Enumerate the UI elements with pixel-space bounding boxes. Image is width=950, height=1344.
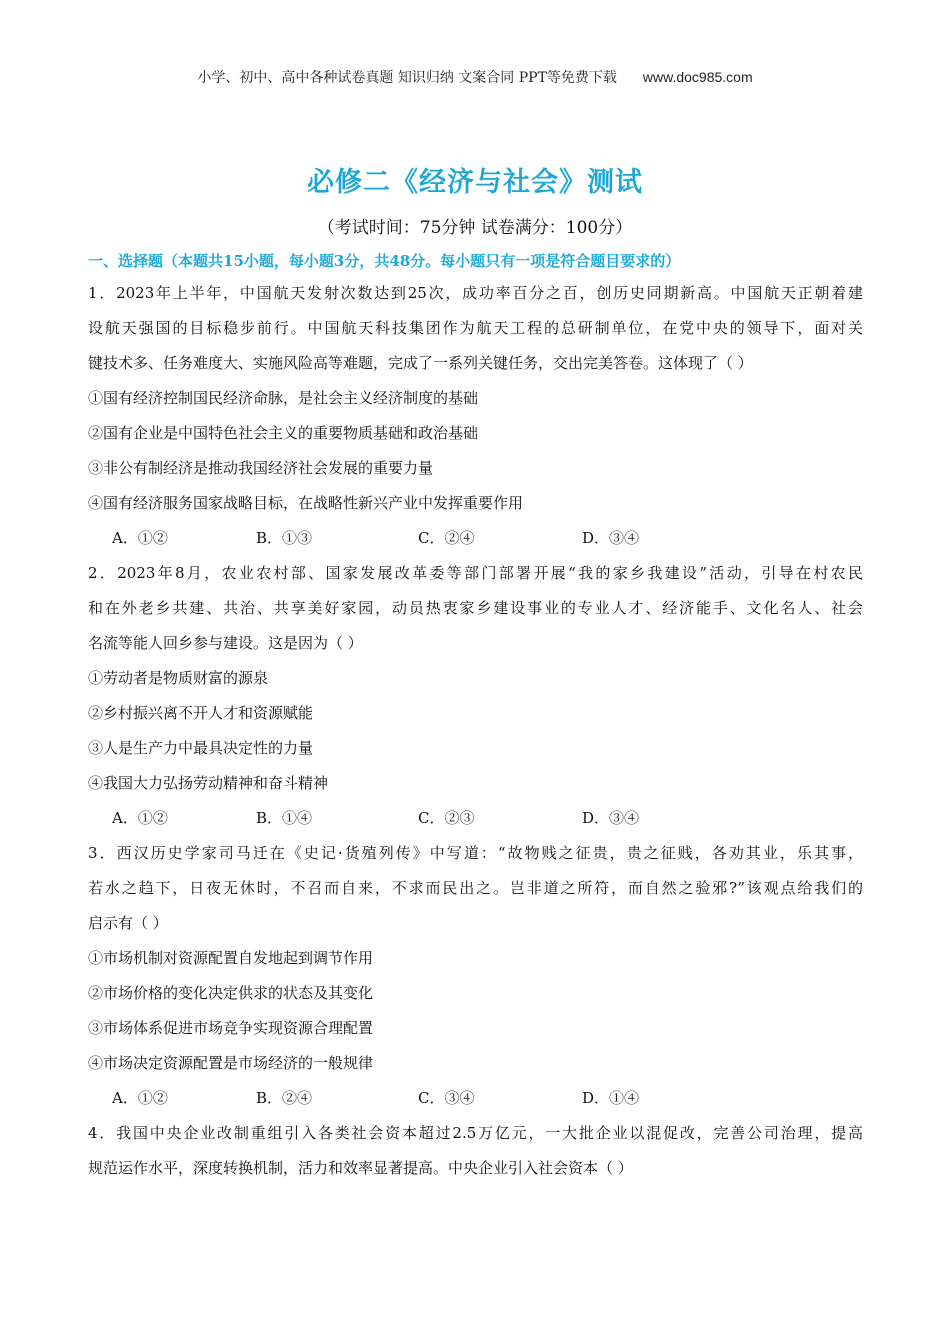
exam-info: （考试时间：75分钟 试卷满分：100分） [317, 218, 633, 238]
question-stem-line: 3．西汉历史学家司马迁在《史记·货殖列传》中写道：“故物贱之征贵，贵之征贱，各劝其业，乐其事， [88, 844, 863, 862]
option-d[interactable]: D．①④ [582, 1089, 640, 1107]
question-1 [88, 276, 863, 556]
statement: ①市场机制对资源配置自发地起到调节作用 [88, 949, 374, 967]
option-b[interactable]: B．①③ [256, 529, 313, 547]
question-stem-line: 启示有（ ） [88, 914, 168, 932]
option-c[interactable]: C．③④ [418, 1089, 475, 1107]
question-stem-line: 和在外老乡共建、共治、共享美好家园，动员热衷家乡建设事业的专业人才、经济能手、文化名人、社会 [88, 599, 863, 617]
options-row [88, 801, 863, 836]
section-heading: 一、选择题（本题共15小题，每小题3分，共48分。每小题只有一项是符合题目要求的） [88, 252, 681, 270]
statement: ③市场体系促进市场竞争实现资源合理配置 [88, 1019, 374, 1037]
statement: ②市场价格的变化决定供求的状态及其变化 [88, 984, 374, 1002]
option-a[interactable]: A．①② [112, 529, 168, 547]
statement: ②乡村振兴离不开人才和资源赋能 [88, 704, 314, 722]
question-stem-line: 2．2023年8月，农业农村部、国家发展改革委等部门部署开展“我的家乡我建设”活动，引导在村农民 [88, 564, 863, 582]
question-stem-line: 4．我国中央企业改制重组引入各类社会资本超过2.5万亿元，一大批企业以混促改，完善公司治理，提高 [88, 1124, 863, 1142]
question-stem-line: 若水之趋下，日夜无休时，不召而自来，不求而民出之。岂非道之所符，而自然之验邪?”该观点给我们的 [88, 879, 863, 897]
option-a[interactable]: A．①② [112, 809, 168, 827]
statement: ①劳动者是物质财富的源泉 [88, 669, 269, 687]
page-title: 必修二《经济与社会》测试 [307, 167, 643, 198]
statement: ①国有经济控制国民经济命脉，是社会主义经济制度的基础 [88, 389, 479, 407]
statement: ④国有经济服务国家战略目标，在战略性新兴产业中发挥重要作用 [88, 494, 524, 512]
statement: ②国有企业是中国特色社会主义的重要物质基础和政治基础 [88, 424, 479, 442]
option-b[interactable]: B．①④ [256, 809, 313, 827]
page-header [0, 67, 950, 87]
question-4 [88, 1116, 863, 1186]
question-3 [88, 836, 863, 1116]
options-row [88, 521, 863, 556]
option-a[interactable]: A．①② [112, 1089, 168, 1107]
question-list [88, 276, 863, 1186]
option-d[interactable]: D．③④ [582, 529, 640, 547]
options-row [88, 1081, 863, 1116]
option-c[interactable]: C．②④ [418, 529, 475, 547]
statement: ③非公有制经济是推动我国经济社会发展的重要力量 [88, 459, 434, 477]
header-text: 小学、初中、高中各种试卷真题 知识归纳 文案合同 PPT等免费下载 [197, 70, 617, 86]
question-stem-line: 规范运作水平，深度转换机制，活力和效率显著提高。中央企业引入社会资本（ ） [88, 1159, 633, 1177]
option-c[interactable]: C．②③ [418, 809, 475, 827]
statement: ④市场决定资源配置是市场经济的一般规律 [88, 1054, 374, 1072]
option-d[interactable]: D．③④ [582, 809, 640, 827]
statement: ④我国大力弘扬劳动精神和奋斗精神 [88, 774, 329, 792]
question-stem-line: 设航天强国的目标稳步前行。中国航天科技集团作为航天工程的总研制单位，在党中央的领导下，面对关 [88, 319, 863, 337]
question-stem-line: 键技术多、任务难度大、实施风险高等难题，完成了一系列关键任务，交出完美答卷。这体现了（ ） [88, 354, 753, 372]
question-2 [88, 556, 863, 836]
question-stem-line: 1．2023年上半年，中国航天发射次数达到25次，成功率百分之百，创历史同期新高。中国航天正朝着建 [88, 284, 863, 302]
question-stem-line: 名流等能人回乡参与建设。这是因为（ ） [88, 634, 363, 652]
option-b[interactable]: B．②④ [256, 1089, 313, 1107]
statement: ③人是生产力中最具决定性的力量 [88, 739, 314, 757]
header-url[interactable]: www.doc985.com [642, 69, 753, 85]
